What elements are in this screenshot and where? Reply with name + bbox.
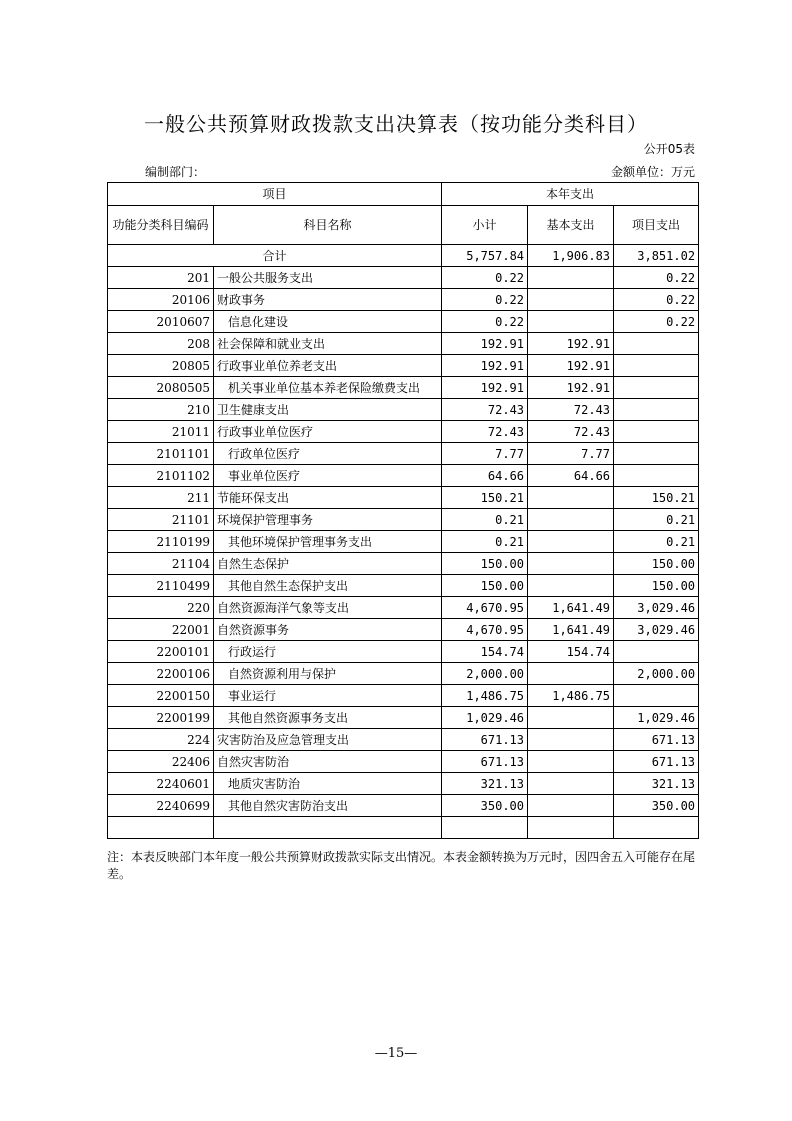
row-code: 21011 (108, 421, 214, 443)
row-project: 2,000.00 (614, 663, 699, 685)
footnote: 注：本表反映部门本年度一般公共预算财政拨款实际支出情况。本表金额转换为万元时，因四舍五入可能存在尾差。 (107, 850, 696, 881)
row-project: 671.13 (614, 729, 699, 751)
total-row (108, 245, 699, 267)
row-project: 0.21 (614, 531, 699, 553)
row-code: 2080505 (108, 377, 214, 399)
row-name: 环境保护管理事务 (214, 509, 442, 531)
row-name: 灾害防治及应急管理支出 (214, 729, 442, 751)
row-subtotal: 150.00 (442, 575, 528, 597)
table-row (108, 289, 699, 311)
blank-cell (442, 817, 528, 839)
row-name: 其他环境保护管理事务支出 (214, 531, 442, 553)
row-project: 150.00 (614, 553, 699, 575)
row-subtotal: 0.22 (442, 289, 528, 311)
row-project (614, 333, 699, 355)
row-project: 0.22 (614, 267, 699, 289)
total-label: 合计 (108, 245, 442, 267)
row-code: 211 (108, 487, 214, 509)
row-project: 3,029.46 (614, 597, 699, 619)
table-row (108, 751, 699, 773)
row-basic: 154.74 (528, 641, 614, 663)
row-subtotal: 7.77 (442, 443, 528, 465)
row-subtotal: 2,000.00 (442, 663, 528, 685)
row-subtotal: 0.21 (442, 531, 528, 553)
table-row (108, 553, 699, 575)
row-code: 22406 (108, 751, 214, 773)
row-basic (528, 509, 614, 531)
row-name: 社会保障和就业支出 (214, 333, 442, 355)
row-project: 150.21 (614, 487, 699, 509)
row-code: 2240601 (108, 773, 214, 795)
row-project (614, 465, 699, 487)
row-project (614, 685, 699, 707)
table-row (108, 729, 699, 751)
blank-row (108, 817, 699, 839)
row-subtotal: 154.74 (442, 641, 528, 663)
row-basic: 192.91 (528, 377, 614, 399)
table-row (108, 311, 699, 333)
header-project: 项目 (108, 183, 442, 206)
row-code: 21101 (108, 509, 214, 531)
row-project (614, 421, 699, 443)
row-subtotal: 671.13 (442, 751, 528, 773)
header-subtotal: 小计 (442, 206, 528, 245)
row-code: 2101102 (108, 465, 214, 487)
row-code: 2200199 (108, 707, 214, 729)
table-row (108, 377, 699, 399)
table-row (108, 355, 699, 377)
row-basic (528, 575, 614, 597)
row-project: 0.22 (614, 311, 699, 333)
row-basic (528, 707, 614, 729)
row-subtotal: 1,029.46 (442, 707, 528, 729)
row-name: 财政事务 (214, 289, 442, 311)
row-subtotal: 350.00 (442, 795, 528, 817)
row-project (614, 399, 699, 421)
total-subtotal: 5,757.84 (442, 245, 528, 267)
row-code: 2110199 (108, 531, 214, 553)
header-row-1 (108, 183, 699, 206)
row-basic: 192.91 (528, 355, 614, 377)
row-subtotal: 72.43 (442, 399, 528, 421)
table-row (108, 267, 699, 289)
form-number: 公开05表 (643, 142, 695, 156)
row-project (614, 641, 699, 663)
table-row (108, 421, 699, 443)
row-basic: 72.43 (528, 421, 614, 443)
row-subtotal: 4,670.95 (442, 619, 528, 641)
row-project: 321.13 (614, 773, 699, 795)
row-name: 其他自然生态保护支出 (214, 575, 442, 597)
row-project: 1,029.46 (614, 707, 699, 729)
row-code: 2200101 (108, 641, 214, 663)
row-basic: 1,486.75 (528, 685, 614, 707)
row-basic (528, 729, 614, 751)
header-name: 科目名称 (214, 206, 442, 245)
header-code: 功能分类科目编码 (108, 206, 214, 245)
row-name: 卫生健康支出 (214, 399, 442, 421)
row-name: 节能环保支出 (214, 487, 442, 509)
row-name: 自然灾害防治 (214, 751, 442, 773)
row-name: 地质灾害防治 (214, 773, 442, 795)
row-code: 2101101 (108, 443, 214, 465)
row-code: 201 (108, 267, 214, 289)
row-basic (528, 553, 614, 575)
row-project (614, 443, 699, 465)
row-code: 20805 (108, 355, 214, 377)
row-code: 21104 (108, 553, 214, 575)
row-subtotal: 0.22 (442, 311, 528, 333)
row-project: 3,029.46 (614, 619, 699, 641)
row-subtotal: 192.91 (442, 333, 528, 355)
row-code: 2240699 (108, 795, 214, 817)
table-row (108, 509, 699, 531)
row-code: 2110499 (108, 575, 214, 597)
blank-cell (108, 817, 214, 839)
row-subtotal: 4,670.95 (442, 597, 528, 619)
table-row (108, 795, 699, 817)
row-basic (528, 663, 614, 685)
table-row (108, 685, 699, 707)
row-basic: 72.43 (528, 399, 614, 421)
header-basic: 基本支出 (528, 206, 614, 245)
unit-label: 金额单位：万元 (610, 165, 695, 179)
row-name: 信息化建设 (214, 311, 442, 333)
row-basic (528, 751, 614, 773)
table-row (108, 619, 699, 641)
row-name: 行政事业单位医疗 (214, 421, 442, 443)
expenditure-table (107, 182, 699, 839)
row-code: 220 (108, 597, 214, 619)
row-basic (528, 289, 614, 311)
row-basic: 1,641.49 (528, 597, 614, 619)
row-basic (528, 267, 614, 289)
row-code: 2200106 (108, 663, 214, 685)
row-subtotal: 671.13 (442, 729, 528, 751)
total-basic: 1,906.83 (528, 245, 614, 267)
row-subtotal: 150.00 (442, 553, 528, 575)
row-subtotal: 150.21 (442, 487, 528, 509)
total-project: 3,851.02 (614, 245, 699, 267)
row-basic (528, 487, 614, 509)
row-basic: 64.66 (528, 465, 614, 487)
row-name: 自然生态保护 (214, 553, 442, 575)
row-name: 其他自然资源事务支出 (214, 707, 442, 729)
blank-cell (528, 817, 614, 839)
row-subtotal: 72.43 (442, 421, 528, 443)
row-name: 事业运行 (214, 685, 442, 707)
row-name: 机关事业单位基本养老保险缴费支出 (214, 377, 442, 399)
row-basic (528, 531, 614, 553)
row-basic (528, 311, 614, 333)
table-row (108, 443, 699, 465)
row-code: 2200150 (108, 685, 214, 707)
row-code: 210 (108, 399, 214, 421)
table-row (108, 575, 699, 597)
table-row (108, 399, 699, 421)
row-subtotal: 0.21 (442, 509, 528, 531)
row-name: 行政单位医疗 (214, 443, 442, 465)
row-subtotal: 192.91 (442, 377, 528, 399)
row-name: 自然资源海洋气象等支出 (214, 597, 442, 619)
table-row (108, 465, 699, 487)
department-label: 编制部门： (145, 165, 206, 179)
table-row (108, 641, 699, 663)
row-subtotal: 321.13 (442, 773, 528, 795)
table-row (108, 333, 699, 355)
table-row (108, 707, 699, 729)
row-subtotal: 1,486.75 (442, 685, 528, 707)
row-name: 自然资源事务 (214, 619, 442, 641)
blank-cell (214, 817, 442, 839)
row-project: 0.22 (614, 289, 699, 311)
row-project: 671.13 (614, 751, 699, 773)
row-subtotal: 64.66 (442, 465, 528, 487)
row-name: 其他自然灾害防治支出 (214, 795, 442, 817)
row-project: 350.00 (614, 795, 699, 817)
row-name: 自然资源利用与保护 (214, 663, 442, 685)
row-project: 150.00 (614, 575, 699, 597)
table-row (108, 487, 699, 509)
row-code: 20106 (108, 289, 214, 311)
row-basic: 192.91 (528, 333, 614, 355)
row-code: 22001 (108, 619, 214, 641)
row-project (614, 355, 699, 377)
row-name: 事业单位医疗 (214, 465, 442, 487)
row-name: 行政运行 (214, 641, 442, 663)
row-basic: 7.77 (528, 443, 614, 465)
row-subtotal: 192.91 (442, 355, 528, 377)
row-code: 224 (108, 729, 214, 751)
table-row (108, 531, 699, 553)
row-basic (528, 773, 614, 795)
header-current-year: 本年支出 (442, 183, 699, 206)
row-code: 208 (108, 333, 214, 355)
table-row (108, 663, 699, 685)
row-name: 一般公共服务支出 (214, 267, 442, 289)
blank-cell (614, 817, 699, 839)
row-basic: 1,641.49 (528, 619, 614, 641)
page-title: 一般公共预算财政拨款支出决算表（按功能分类科目） (144, 112, 648, 136)
row-code: 2010607 (108, 311, 214, 333)
row-project (614, 377, 699, 399)
row-basic (528, 795, 614, 817)
table-row (108, 773, 699, 795)
table-row (108, 597, 699, 619)
row-subtotal: 0.22 (442, 267, 528, 289)
row-name: 行政事业单位养老支出 (214, 355, 442, 377)
header-project-exp: 项目支出 (614, 206, 699, 245)
page-number: —15— (374, 1046, 418, 1061)
header-row-2 (108, 206, 699, 245)
row-project: 0.21 (614, 509, 699, 531)
